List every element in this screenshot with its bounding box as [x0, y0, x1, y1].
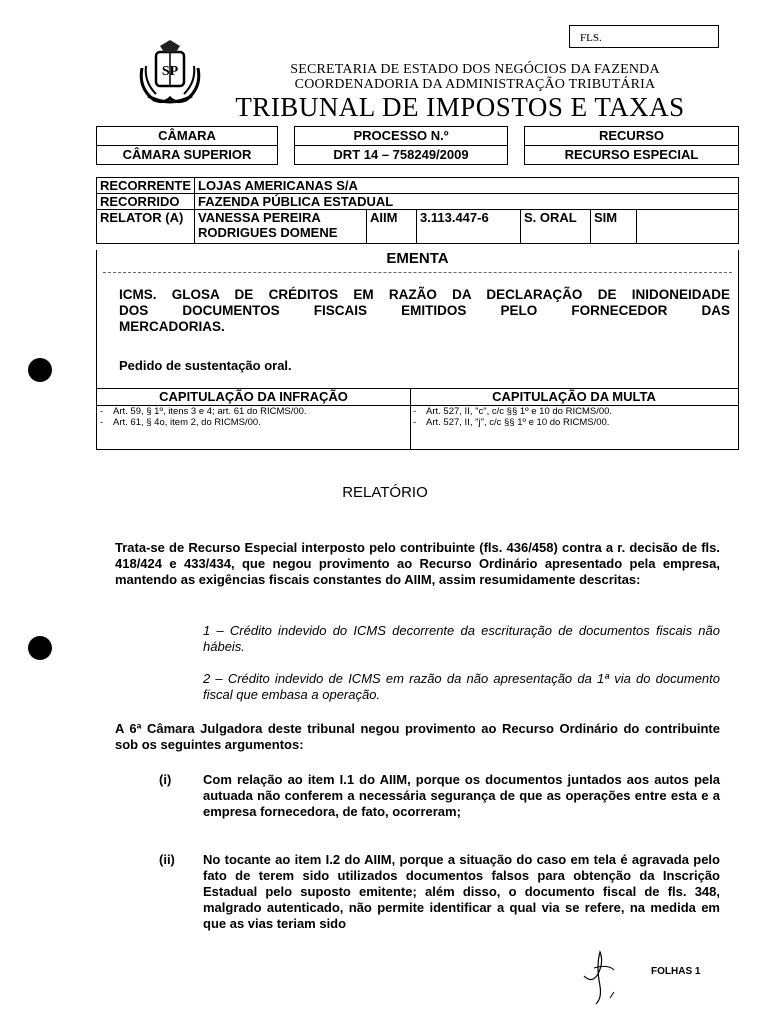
- recurso-label: RECURSO: [524, 126, 739, 145]
- capitulacao-infracao-title: CAPITULAÇÃO DA INFRAÇÃO: [97, 389, 410, 406]
- relatorio-title: RELATÓRIO: [342, 484, 428, 501]
- ementa-title: EMENTA: [386, 250, 449, 267]
- punch-hole-mark: [28, 636, 52, 660]
- capitulacao-row: [97, 388, 738, 449]
- relatorio-paragraph-2: A 6ª Câmara Julgadora deste tribunal negou provimento ao Recurso Ordinário do contribuinte sob os seguintes argumentos:: [115, 721, 720, 752]
- divider: [103, 272, 732, 273]
- processo-value: DRT 14 – 758249/2009: [294, 145, 508, 165]
- camara-value: CÂMARA SUPERIOR: [96, 145, 278, 165]
- case-info-table: [96, 177, 739, 244]
- list-item: - Art. 527, II, "c", c/c §§ 1º e 10 do RICMS/00.: [410, 406, 738, 417]
- recurso-box: [524, 126, 739, 162]
- pedido-sustentacao: Pedido de sustentação oral.: [119, 358, 292, 373]
- relatorio-paragraph-1: Trata-se de Recurso Especial interposto pelo contribuinte (fls. 436/458) contra a r. decisão de fls. 418/424 e 433/434, que negou provimento ao Recurso Ordinário apresentado pela empresa, mantendo as exigências fiscais constantes do AIIM, assim resumidamente descritas:: [115, 540, 720, 587]
- aiim-value: 3.113.447-6: [417, 210, 521, 244]
- recurso-value: RECURSO ESPECIAL: [524, 145, 739, 165]
- processo-box: [294, 126, 508, 162]
- recorrido-label: RECORRIDO: [97, 194, 195, 210]
- recorrido-value: FAZENDA PÚBLICA ESTADUAL: [195, 194, 739, 210]
- table-row: [97, 178, 739, 194]
- signature-icon: [574, 946, 634, 1008]
- charge-item-2: 2 – Crédito indevido de ICMS em razão da não apresentação da 1ª via do documento fiscal que embasa a operação.: [203, 671, 720, 702]
- relator-value: VANESSA PEREIRA RODRIGUES DOMENE: [195, 210, 367, 244]
- capitulacao-multa-title: CAPITULAÇÃO DA MULTA: [410, 389, 738, 406]
- table-row: [97, 210, 739, 244]
- recorrente-value: LOJAS AMERICANAS S/A: [195, 178, 739, 194]
- ementa-line-1: ICMS. GLOSA DE CRÉDITOS EM RAZÃO DA DECLARAÇÃO DE INIDONEIDADE: [119, 287, 730, 302]
- empty-cell: [637, 210, 739, 244]
- camara-label: CÂMARA: [96, 126, 278, 145]
- list-item: - Art. 59, § 1º, itens 3 e 4; art. 61 do RICMS/00.: [97, 406, 410, 417]
- fls-label: FLS.: [580, 32, 602, 44]
- tribunal-title: TRIBUNAL DE IMPOSTOS E TAXAS: [235, 92, 685, 122]
- argument-1-number: (i): [159, 772, 172, 787]
- argument-1: Com relação ao item I.1 do AIIM, porque os documentos juntados aos autos pela autuada não conferem a necessária segurança de que as operações entre esta e a empresa fornecedora, de fato, ocorreram;: [203, 772, 720, 819]
- ementa-line-3: MERCADORIAS.: [119, 319, 225, 334]
- ementa-line-2: DOS DOCUMENTOS FISCAIS EMITIDOS PELO FORNECEDOR DAS: [119, 303, 730, 318]
- aiim-label: AIIM: [367, 210, 417, 244]
- processo-label: PROCESSO N.º: [294, 126, 508, 145]
- table-row: [97, 194, 739, 210]
- header-line-secretaria: SECRETARIA DE ESTADO DOS NEGÓCIOS DA FAZENDA: [290, 62, 660, 77]
- punch-hole-mark: [28, 358, 52, 382]
- recorrente-label: RECORRENTE: [97, 178, 195, 194]
- ementa-section: [96, 250, 739, 450]
- oral-label: S. ORAL: [521, 210, 591, 244]
- camara-box: [96, 126, 278, 162]
- fls-box: [569, 25, 719, 48]
- argument-2: No tocante ao item I.2 do AIIM, porque a situação do caso em tela é agravada pelo fato de terem sido utilizados documentos falsos para obtenção da Inscrição Estadual pelo suposto emitente; além disso, o documento fiscal de fls. 348, malgrado autenticado, não permite identificar a qual via se refere, na medida em que as vias teriam sido: [203, 852, 720, 931]
- folhas-label: FOLHAS 1: [651, 966, 701, 977]
- header-line-coordenadoria: COORDENADORIA DA ADMINISTRAÇÃO TRIBUTÁRIA: [294, 77, 656, 92]
- capitulacao-infracao: [97, 389, 411, 449]
- ementa-text: [119, 287, 730, 335]
- oral-value: SIM: [591, 210, 637, 244]
- capitulacao-multa: [410, 389, 738, 449]
- crest-text: SP: [161, 64, 179, 79]
- charge-item-1: 1 – Crédito indevido do ICMS decorrente da escrituração de documentos fiscais não hábeis.: [203, 623, 720, 654]
- list-item: - Art. 61, § 4o, item 2, do RICMS/00.: [97, 417, 410, 428]
- relator-label: RELATOR (A): [97, 210, 195, 244]
- list-item: - Art. 527, II, "j", c/c §§ 1º e 10 do RICMS/00.: [410, 417, 738, 428]
- argument-2-number: (ii): [159, 852, 175, 867]
